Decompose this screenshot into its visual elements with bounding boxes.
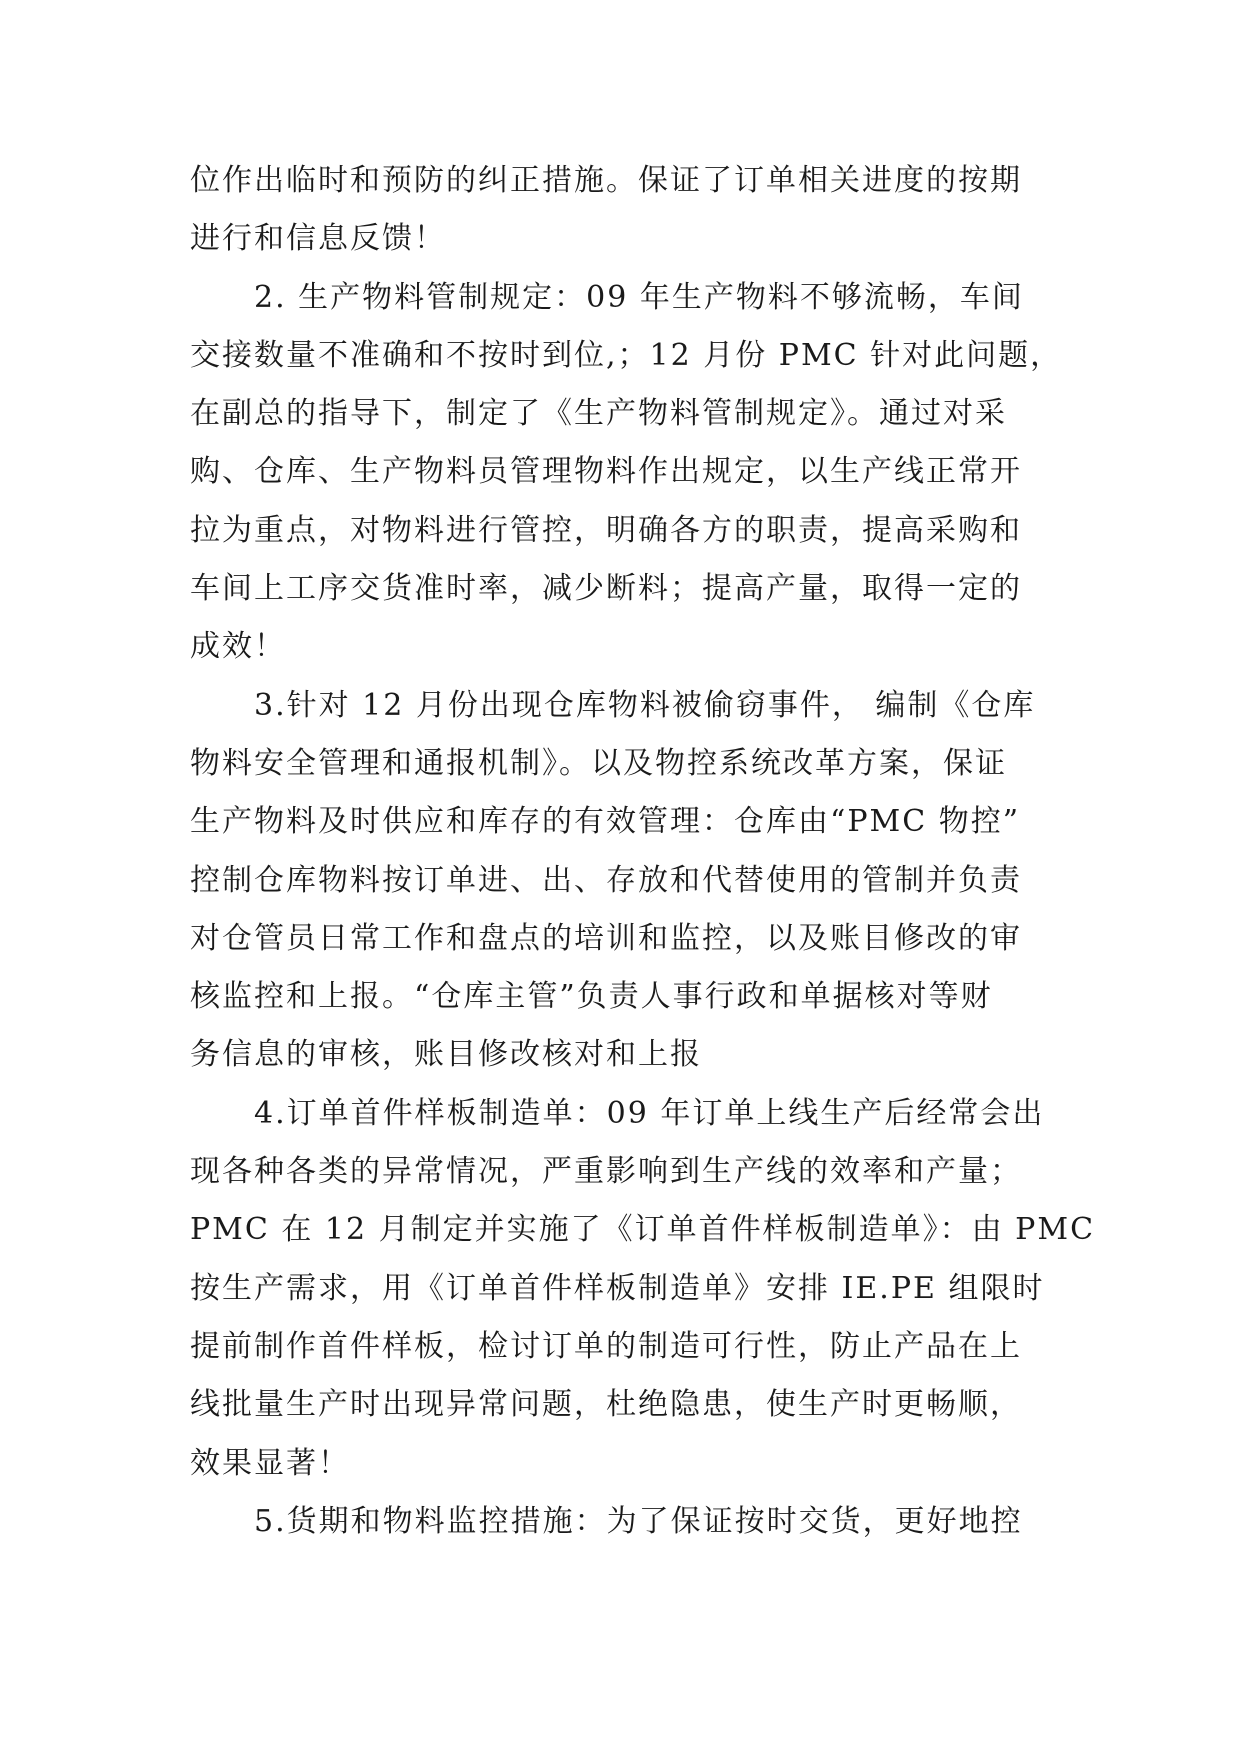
text-line: 2. 生产物料管制规定：09 年生产物料不够流畅，车间 xyxy=(254,279,1024,315)
text-line: 4.订单首件样板制造单：09 年订单上线生产后经常会出 xyxy=(254,1095,1045,1131)
text-line: 核监控和上报。“仓库主管”负责人事行政和单据核对等财 xyxy=(190,979,993,1015)
text-line: 线批量生产时出现异常问题，杜绝隐患，使生产时更畅顺， xyxy=(190,1387,1022,1423)
text-line: 现各种各类的异常情况，严重影响到生产线的效率和产量； xyxy=(190,1154,1022,1190)
text-line: 购、仓库、生产物料员管理物料作出规定，以生产线正常开 xyxy=(190,454,1022,490)
text-line: 进行和信息反馈！ xyxy=(190,221,446,257)
text-line: PMC 在 12 月制定并实施了《订单首件样板制造单》：由 PMC xyxy=(190,1212,1096,1248)
text-line: 成效！ xyxy=(190,629,286,665)
text-line: 车间上工序交货准时率，减少断料；提高产量，取得一定的 xyxy=(190,571,1022,607)
text-line: 提前制作首件样板，检讨订单的制造可行性，防止产品在上 xyxy=(190,1328,1022,1364)
text-line: 在副总的指导下，制定了《生产物料管制规定》。通过对采 xyxy=(190,396,1007,432)
body-text xyxy=(190,152,1096,1551)
text-line: 按生产需求，用《订单首件样板制造单》安排 IE.PE 组限时 xyxy=(190,1270,1045,1306)
text-line: 效果显著！ xyxy=(190,1445,350,1481)
text-line: 对仓管员日常工作和盘点的培训和监控，以及账目修改的审 xyxy=(190,920,1022,956)
text-line: 位作出临时和预防的纠正措施。保证了订单相关进度的按期 xyxy=(190,163,1022,198)
text-line: 物料安全管理和通报机制》。以及物控系统改革方案，保证 xyxy=(190,745,1007,781)
text-line: 务信息的审核，账目修改核对和上报 xyxy=(190,1037,702,1073)
text-line: 拉为重点，对物料进行管控，明确各方的职责，提高采购和 xyxy=(190,512,1022,548)
text-line: 交接数量不准确和不按时到位,；12 月份 PMC 针对此问题， xyxy=(190,337,1063,373)
text-line: 控制仓库物料按订单进、出、存放和代替使用的管制并负责 xyxy=(190,862,1022,898)
text-line: 5.货期和物料监控措施：为了保证按时交货，更好地控 xyxy=(254,1503,1023,1539)
text-line: 3.针对 12 月份出现仓库物料被偷窃事件， 编制《仓库 xyxy=(254,687,1036,723)
text-line: 生产物料及时供应和库存的有效管理：仓库由“PMC 物控” xyxy=(190,804,1021,840)
